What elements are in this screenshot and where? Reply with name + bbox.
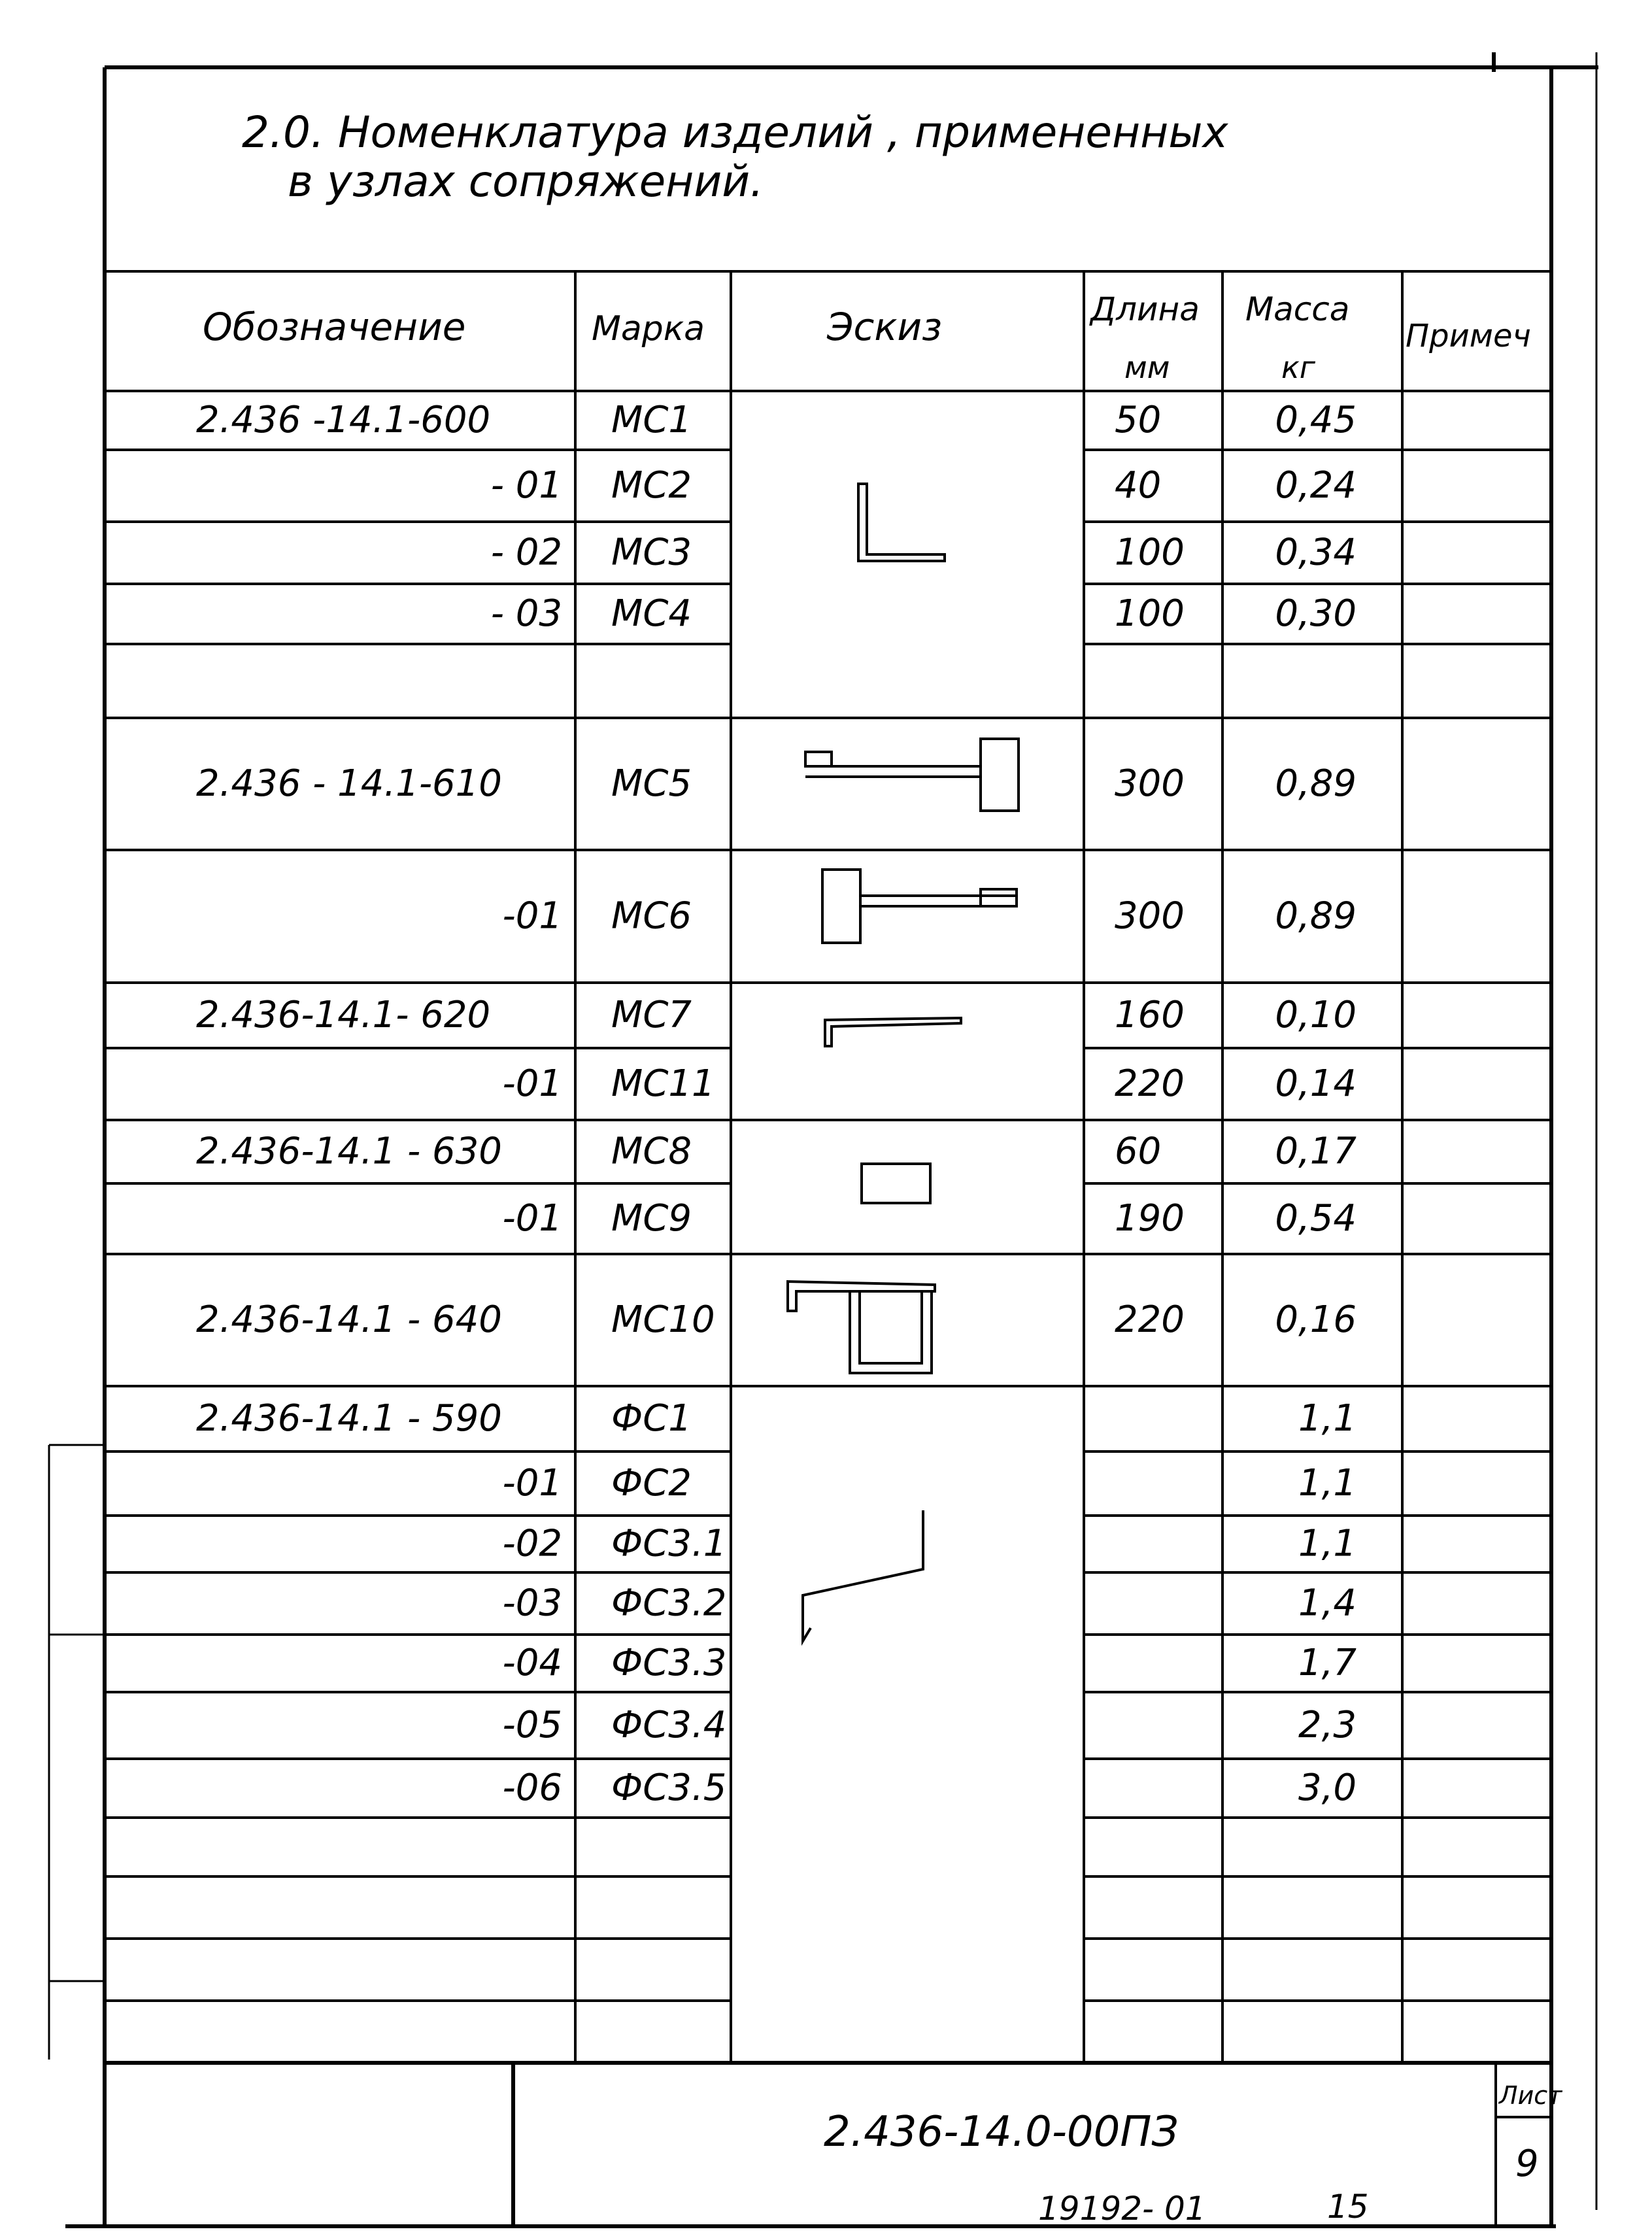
page-number: 15 xyxy=(1327,2188,1369,2226)
sketch-fc xyxy=(803,1510,923,1641)
sketch-mc6 xyxy=(822,870,1017,943)
cell-mass: 2,3 xyxy=(1298,1704,1357,1746)
header-length-2: мм xyxy=(1124,350,1170,385)
cell-designation: -01 xyxy=(502,1462,562,1504)
header-sketch: Эскиз xyxy=(827,305,942,349)
cell-mark: ФС3.5 xyxy=(611,1767,727,1809)
table-row xyxy=(503,1582,1357,1625)
cell-mark: МС2 xyxy=(611,464,692,507)
cell-mark: МС1 xyxy=(611,399,692,441)
cell-mass: 0,24 xyxy=(1275,464,1357,507)
cell-designation: 2.436-14.1- 620 xyxy=(196,994,491,1036)
table-row xyxy=(503,895,1357,938)
cell-designation: -02 xyxy=(502,1522,562,1565)
sketch-mc10 xyxy=(788,1281,935,1373)
cell-designation: -05 xyxy=(502,1704,562,1746)
cell-designation: 2.436 - 14.1-610 xyxy=(196,762,502,805)
cell-mass: 1,1 xyxy=(1298,1462,1357,1504)
cell-mark: ФС1 xyxy=(611,1397,692,1440)
table-row xyxy=(196,1397,1357,1440)
cell-mass: 1,4 xyxy=(1298,1582,1357,1625)
cell-mark: МС8 xyxy=(611,1130,692,1173)
cell-mass: 0,89 xyxy=(1275,894,1357,938)
cell-length: 160 xyxy=(1115,994,1185,1036)
sketch-angle-mc1-mc4 xyxy=(858,484,945,561)
table-row xyxy=(503,1523,1357,1565)
cell-mass: 0,34 xyxy=(1275,531,1357,574)
cell-mark: ФС3.1 xyxy=(611,1522,727,1565)
sketch-mc8-mc9 xyxy=(862,1164,930,1203)
cell-mass: 1,1 xyxy=(1298,1522,1357,1565)
cell-mark: ФС3.3 xyxy=(611,1642,727,1684)
cell-mark: ФС2 xyxy=(611,1462,692,1504)
cell-length: 50 xyxy=(1115,399,1162,441)
cell-mass: 0,14 xyxy=(1275,1062,1357,1105)
table-row xyxy=(491,592,1357,635)
cell-designation: 2.436-14.1 - 590 xyxy=(196,1397,502,1440)
header-length-1: Длина xyxy=(1090,290,1200,328)
table-row xyxy=(196,994,1357,1036)
cell-mass: 3,0 xyxy=(1298,1767,1357,1809)
cell-length: 100 xyxy=(1115,592,1185,635)
document-code: 2.436-14.0-00ПЗ xyxy=(824,2108,1179,2156)
cell-mark: МС11 xyxy=(611,1062,715,1105)
table-row xyxy=(491,464,1357,507)
cell-mass: 0,89 xyxy=(1275,762,1357,805)
sheet-label: Лист xyxy=(1499,2081,1562,2110)
header-designation: Обозначение xyxy=(203,305,466,349)
cell-designation: -03 xyxy=(502,1582,562,1625)
table-row xyxy=(196,1298,1357,1341)
table-row xyxy=(503,1462,1357,1504)
title-line-1: 2.0. Номенклатура изделий , примененных xyxy=(242,107,1228,158)
cell-mass: 0,10 xyxy=(1275,994,1357,1036)
table-rows xyxy=(196,399,1357,1809)
cell-mark: МС10 xyxy=(611,1298,715,1341)
cell-length: 40 xyxy=(1115,464,1162,507)
cell-designation: 2.436-14.1 - 640 xyxy=(196,1298,502,1341)
cell-mass: 0,16 xyxy=(1275,1298,1357,1341)
cell-mark: МС5 xyxy=(611,762,692,805)
cell-mass: 0,30 xyxy=(1275,592,1357,635)
cell-designation: -01 xyxy=(502,1197,562,1240)
cell-mass: 0,54 xyxy=(1275,1197,1357,1240)
cell-mark: МС4 xyxy=(611,592,692,635)
table-row xyxy=(196,399,1357,441)
cell-mark: МС6 xyxy=(611,894,692,938)
cell-mass: 0,45 xyxy=(1275,399,1357,441)
cell-mass: 1,1 xyxy=(1298,1397,1357,1440)
cell-designation: 2.436 -14.1-600 xyxy=(196,399,491,441)
table-row xyxy=(196,762,1357,805)
table-row xyxy=(196,1130,1357,1173)
cell-designation: -06 xyxy=(502,1767,562,1809)
cell-length: 100 xyxy=(1115,531,1185,574)
cell-mark: МС3 xyxy=(611,531,692,574)
header-mass-1: Масса xyxy=(1245,290,1350,328)
cell-designation: - 01 xyxy=(490,464,562,507)
cell-length: 60 xyxy=(1115,1130,1162,1173)
table-row xyxy=(491,532,1357,574)
cell-mark: МС9 xyxy=(611,1197,692,1240)
cell-designation: -01 xyxy=(502,894,562,938)
header-note: Примеч xyxy=(1406,318,1531,354)
cell-mass: 1,7 xyxy=(1298,1642,1357,1684)
title-line-2: в узлах сопряжений. xyxy=(288,156,764,207)
cell-designation: -04 xyxy=(502,1642,562,1684)
archive-number: 19192- 01 xyxy=(1038,2190,1206,2228)
table-row xyxy=(503,1642,1357,1684)
table-row xyxy=(503,1767,1357,1809)
cell-designation: - 03 xyxy=(490,592,562,635)
cell-length: 190 xyxy=(1115,1197,1185,1240)
cell-length: 220 xyxy=(1115,1062,1185,1105)
cell-mark: ФС3.4 xyxy=(611,1704,727,1746)
cell-mark: МС7 xyxy=(611,994,692,1036)
sheet-number: 9 xyxy=(1515,2143,1539,2185)
cell-length: 300 xyxy=(1115,894,1185,938)
cell-length: 300 xyxy=(1115,762,1185,805)
table-row xyxy=(503,1704,1357,1746)
header-mass-2: кг xyxy=(1281,350,1315,385)
cell-mark: ФС3.2 xyxy=(611,1582,727,1625)
cell-designation: -01 xyxy=(502,1062,562,1105)
header-mark: Марка xyxy=(592,309,705,348)
table-row xyxy=(503,1062,1357,1105)
cell-mass: 0,17 xyxy=(1275,1130,1357,1173)
cell-length: 220 xyxy=(1115,1298,1185,1341)
sketch-mc5 xyxy=(805,739,1019,811)
sketch-mc7-mc11 xyxy=(825,1018,961,1046)
cell-designation: - 02 xyxy=(490,531,562,574)
cell-designation: 2.436-14.1 - 630 xyxy=(196,1130,502,1173)
